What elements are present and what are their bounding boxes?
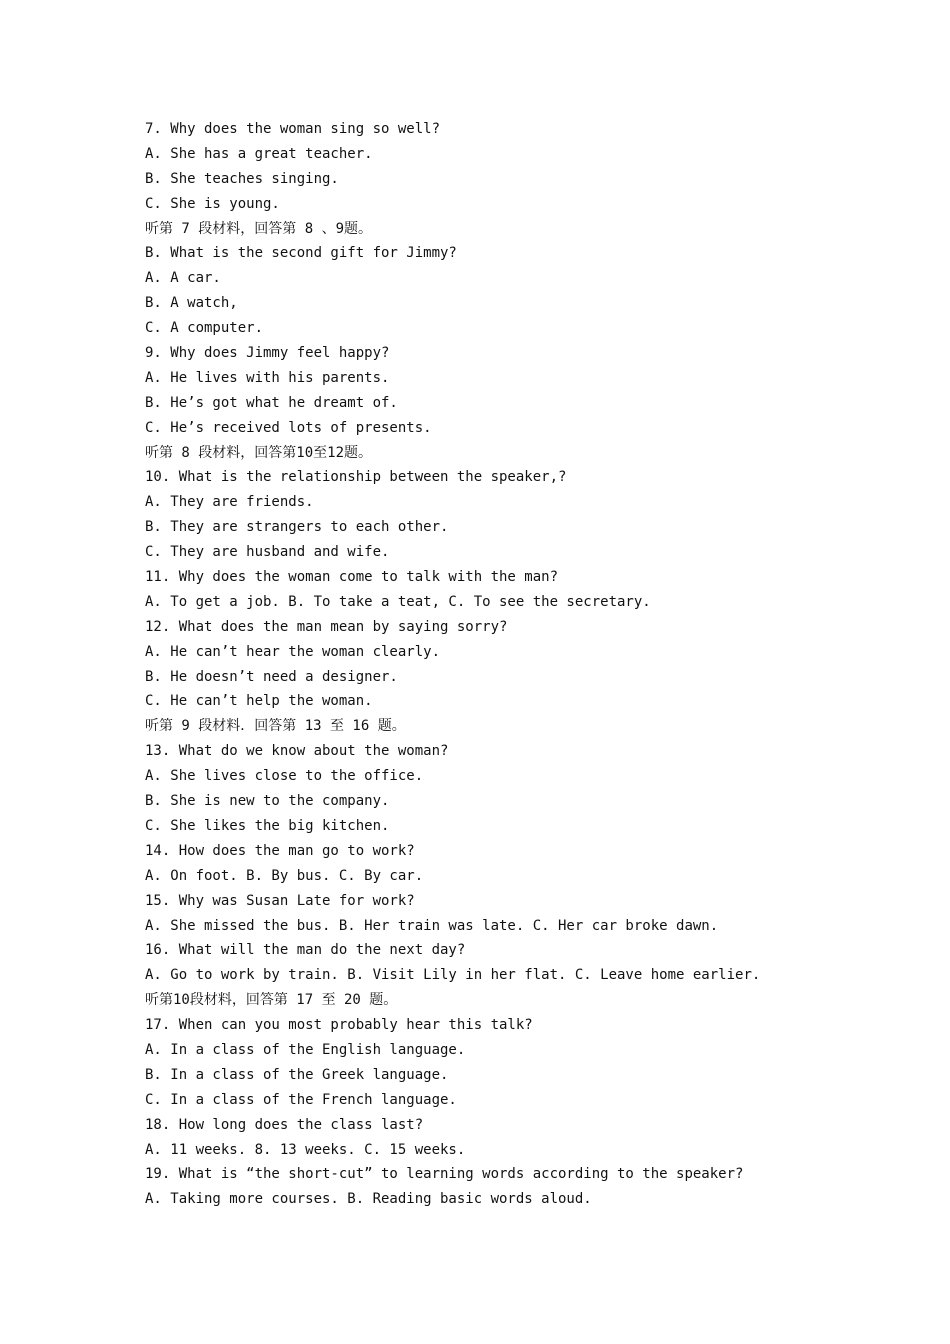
option-line: A. He can’t hear the woman clearly. (145, 643, 441, 660)
document-page (145, 117, 845, 1212)
option-line: B. In a class of the Greek language. (145, 1066, 449, 1083)
section-instruction: 听第10段材料，回答第 17 至 20 题。 (145, 992, 398, 1009)
option-line: A. She missed the bus. B. Her train was late. C. Her car broke dawn. (145, 917, 719, 934)
option-line: A. She lives close to the office. (145, 768, 424, 785)
section-instruction: 听第 8 段材料，回答第10至12题。 (145, 444, 373, 461)
question-line: 7. Why does the woman sing so well? (145, 121, 441, 137)
option-line: B. They are strangers to each other. (145, 519, 449, 536)
question-line: 18. How long does the class last? (145, 1116, 424, 1133)
question-line: 12. What does the man mean by saying sorry? (145, 618, 508, 635)
option-line: C. She is young. (145, 195, 280, 212)
question-line: 15. Why was Susan Late for work? (145, 892, 415, 909)
option-line: C. She likes the big kitchen. (145, 817, 390, 834)
question-line: 17. When can you most probably hear this talk? (145, 1017, 533, 1034)
option-line: B. She is new to the company. (145, 793, 390, 810)
option-line: A. 11 weeks. 8. 13 weeks. C. 15 weeks. (145, 1141, 466, 1158)
section-instruction: 听第 7 段材料，回答第 8 、9题。 (145, 220, 373, 237)
section-instruction: 听第 9 段材料．回答第 13 至 16 题。 (145, 718, 406, 735)
option-line: A. Go to work by train. B. Visit Lily in her flat. C. Leave home earlier. (145, 967, 761, 984)
option-line: A. He lives with his parents. (145, 369, 390, 386)
question-line: 11. Why does the woman come to talk with the man? (145, 569, 559, 586)
option-line: C. He can’t help the woman. (145, 693, 373, 710)
option-line: C. He’s received lots of presents. (145, 419, 432, 436)
option-line: A. To get a job. B. To take a teat, C. To see the secretary. (145, 593, 651, 610)
question-line: 9. Why does Jimmy feel happy? (145, 345, 390, 362)
option-line: A. They are friends. (145, 494, 314, 511)
option-line: A. In a class of the English language. (145, 1041, 466, 1058)
option-line: C. A computer. (145, 320, 264, 337)
option-line: C. In a class of the French language. (145, 1091, 457, 1108)
option-line: B. A watch, (145, 295, 238, 312)
option-line: A. A car. (145, 270, 221, 287)
question-line: 19. What is “the short-cut” to learning words according to the speaker? (145, 1166, 744, 1183)
question-line: 13. What do we know about the woman? (145, 743, 449, 760)
question-line: 14. How does the man go to work? (145, 842, 415, 859)
option-line: B. He’s got what he dreamt of. (145, 394, 398, 411)
question-line: B. What is the second gift for Jimmy? (145, 245, 457, 262)
option-line: B. She teaches singing. (145, 170, 339, 187)
option-line: C. They are husband and wife. (145, 544, 390, 561)
question-line: 16. What will the man do the next day? (145, 942, 466, 959)
option-line: A. She has a great teacher. (145, 145, 373, 162)
option-line: B. He doesn’t need a designer. (145, 668, 398, 685)
option-line: A. On foot. B. By bus. C. By car. (145, 867, 424, 884)
question-line: 10. What is the relationship between the speaker,? (145, 469, 567, 486)
option-line: A. Taking more courses. B. Reading basic words aloud. (145, 1191, 592, 1208)
